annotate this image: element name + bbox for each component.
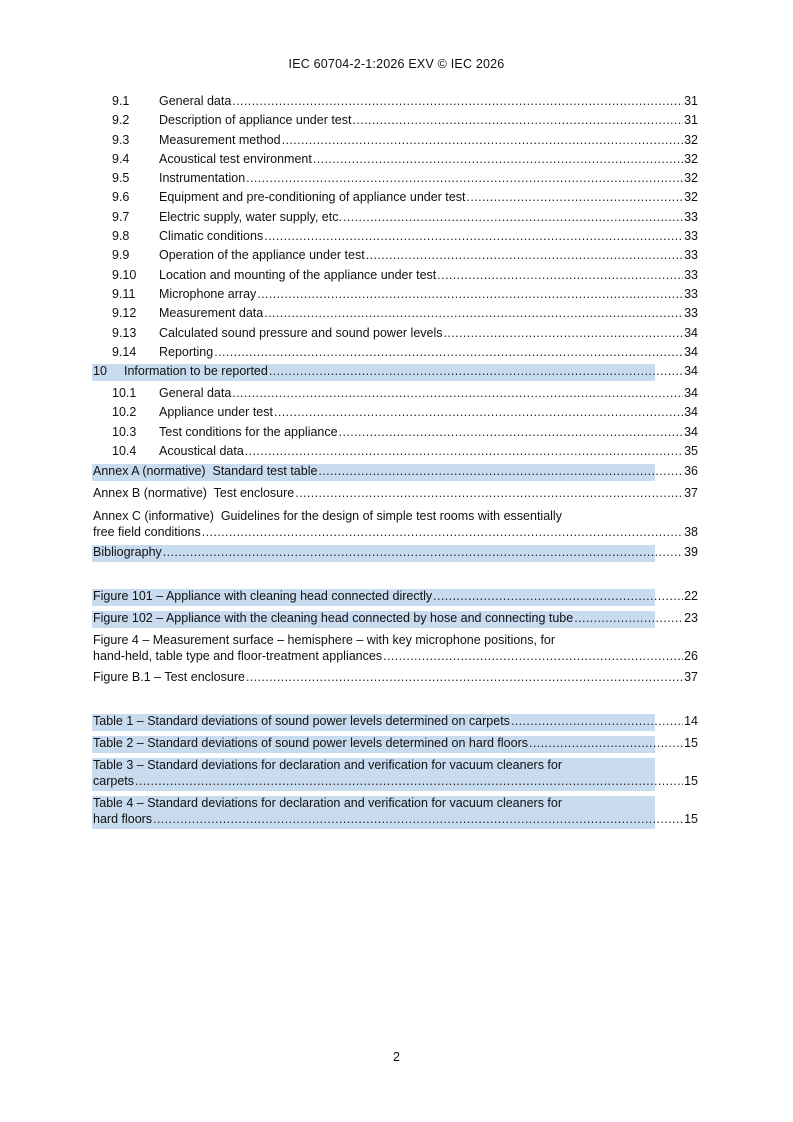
toc-entry-9-5[interactable]: 9.5 Instrumentation ..... 32 bbox=[93, 171, 698, 190]
toc-entry-9-11[interactable]: 9.11 Microphone array ..... 33 bbox=[93, 287, 698, 306]
dot-leader bbox=[352, 113, 683, 127]
toc-bibliography[interactable]: Bibliography ..... 39 bbox=[93, 545, 698, 564]
dot-leader bbox=[245, 444, 683, 458]
toc-entry-9-9[interactable]: 9.9 Operation of the appliance under test ..... 33 bbox=[93, 248, 698, 267]
dot-leader bbox=[295, 486, 683, 500]
toc-section-9 bbox=[93, 94, 698, 364]
toc-figure-101[interactable]: Figure 101 – Appliance with cleaning head connected directly ..... 22 bbox=[93, 589, 698, 608]
dot-leader bbox=[163, 545, 683, 559]
dot-leader bbox=[264, 306, 683, 320]
toc-table-4[interactable]: Table 4 – Standard deviations for declaration and verification for vacuum cleaners for hard floors ..... 15 bbox=[93, 796, 698, 827]
dot-leader bbox=[437, 268, 683, 282]
dot-leader bbox=[444, 326, 684, 340]
dot-leader bbox=[214, 345, 683, 359]
dot-leader bbox=[232, 386, 683, 400]
dot-leader bbox=[264, 229, 683, 243]
dot-leader bbox=[274, 405, 683, 419]
dot-leader bbox=[153, 812, 683, 828]
dot-leader bbox=[202, 525, 683, 541]
dot-leader bbox=[339, 425, 684, 439]
toc-entry-9-4[interactable]: 9.4 Acoustical test environment ..... 32 bbox=[93, 152, 698, 171]
page-number: 2 bbox=[393, 1050, 400, 1064]
dot-leader bbox=[269, 364, 683, 378]
dot-leader bbox=[318, 464, 683, 478]
dot-leader bbox=[282, 133, 684, 147]
page-header: IEC 60704-2-1:2026 EXV © IEC 2026 bbox=[288, 57, 505, 71]
dot-leader bbox=[313, 152, 683, 166]
toc-entry-10-1[interactable]: 10.1 General data ..... 34 bbox=[93, 386, 698, 405]
dot-leader bbox=[466, 190, 683, 204]
toc-entry-9-10[interactable]: 9.10 Location and mounting of the appliance under test ..... 33 bbox=[93, 268, 698, 287]
toc-table-3[interactable]: Table 3 – Standard deviations for declaration and verification for vacuum cleaners for carpets ..... 15 bbox=[93, 758, 698, 789]
toc-entry-9-13[interactable]: 9.13 Calculated sound pressure and sound power levels ..... 34 bbox=[93, 326, 698, 345]
toc-entry-10-2[interactable]: 10.2 Appliance under test ..... 34 bbox=[93, 405, 698, 424]
toc-annex-b[interactable]: Annex B (normative) Test enclosure ..... 37 bbox=[93, 486, 698, 505]
toc-entry-9-12[interactable]: 9.12 Measurement data ..... 33 bbox=[93, 306, 698, 325]
dot-leader bbox=[343, 210, 683, 224]
toc-annex-a[interactable]: Annex A (normative) Standard test table ..... 36 bbox=[93, 464, 698, 483]
toc-entry-9-8[interactable]: 9.8 Climatic conditions ..... 33 bbox=[93, 229, 698, 248]
toc-entry-9-2[interactable]: 9.2 Description of appliance under test ..... 31 bbox=[93, 113, 698, 132]
toc-figure-4[interactable]: Figure 4 – Measurement surface – hemisphere – with key microphone positions, for hand-held, table type and floor-treatment appliances ..... 26 bbox=[93, 633, 698, 664]
dot-leader bbox=[574, 611, 683, 625]
dot-leader bbox=[433, 589, 683, 603]
toc-table-2[interactable]: Table 2 – Standard deviations of sound power levels determined on hard floors ..... 15 bbox=[93, 736, 698, 755]
toc-figure-b1[interactable]: Figure B.1 – Test enclosure ..... 37 bbox=[93, 670, 698, 689]
toc-table-1[interactable]: Table 1 – Standard deviations of sound power levels determined on carpets ..... 14 bbox=[93, 714, 698, 733]
toc-entry-9-1[interactable]: 9.1 General data ..... 31 bbox=[93, 94, 698, 113]
dot-leader bbox=[511, 714, 683, 728]
toc-figure-102[interactable]: Figure 102 – Appliance with the cleaning head connected by hose and connecting tube ..... 23 bbox=[93, 611, 698, 630]
dot-leader bbox=[383, 649, 683, 665]
dot-leader bbox=[366, 248, 683, 262]
toc-entry-10-3[interactable]: 10.3 Test conditions for the appliance ..... 34 bbox=[93, 425, 698, 444]
toc-entry-10-4[interactable]: 10.4 Acoustical data ..... 35 bbox=[93, 444, 698, 463]
toc-entry-9-6[interactable]: 9.6 Equipment and pre-conditioning of appliance under test ..... 32 bbox=[93, 190, 698, 209]
dot-leader bbox=[135, 774, 683, 790]
dot-leader bbox=[246, 171, 683, 185]
toc-entry-9-7[interactable]: 9.7 Electric supply, water supply, etc. ..... 33 bbox=[93, 210, 698, 229]
dot-leader bbox=[257, 287, 683, 301]
toc-section-10 bbox=[93, 386, 698, 463]
dot-leader bbox=[232, 94, 683, 108]
toc-entry-9-14[interactable]: 9.14 Reporting ..... 34 bbox=[93, 345, 698, 364]
toc-entry-9-3[interactable]: 9.3 Measurement method ..... 32 bbox=[93, 133, 698, 152]
toc-clause-10[interactable]: 10 Information to be reported ..... 34 bbox=[93, 364, 698, 383]
toc-annex-c[interactable]: Annex C (informative) Guidelines for the design of simple test rooms with essentially free field conditions ..... 38 bbox=[93, 509, 698, 540]
dot-leader bbox=[246, 670, 683, 684]
dot-leader bbox=[529, 736, 683, 750]
